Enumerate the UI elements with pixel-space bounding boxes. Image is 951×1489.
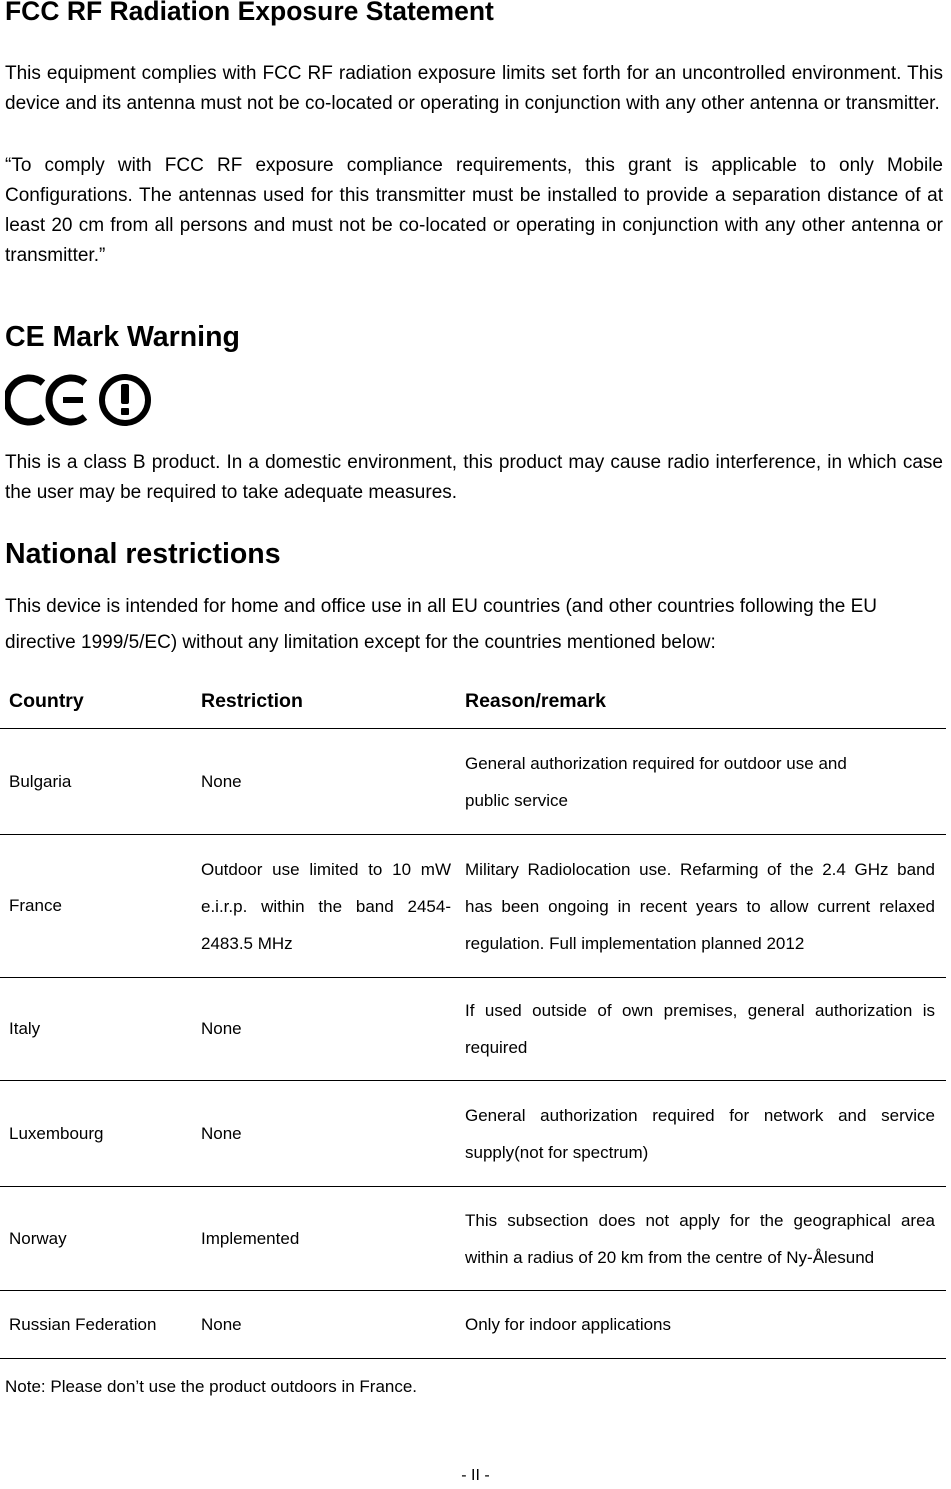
- table-row: [0, 835, 946, 978]
- fcc-heading: FCC RF Radiation Exposure Statement: [5, 0, 494, 26]
- table-row: [0, 729, 946, 835]
- cell-restriction: None: [201, 1291, 465, 1359]
- cell-restriction: None: [201, 729, 465, 835]
- page-number: - II -: [461, 1467, 490, 1484]
- cell-restriction: None: [201, 978, 465, 1081]
- national-paragraph: This device is intended for home and office use in all EU countries (and other countries following the EU directive 1999/5/EC) without any limitation except for the countries mentioned below:: [5, 596, 878, 653]
- cell-remark: Only for indoor applications: [465, 1291, 946, 1359]
- cell-country: Russian Federation: [0, 1291, 201, 1359]
- table-row: [0, 978, 946, 1081]
- ce-heading: CE Mark Warning: [5, 321, 240, 353]
- header-restriction: Restriction: [201, 689, 303, 712]
- fcc-paragraph-1: This equipment complies with FCC RF radiation exposure limits set forth for an uncontrolled environment. This device and its antenna must not be co-located or operating in conjunction with any other antenna or transmitter.: [5, 63, 943, 114]
- cell-remark: This subsection does not apply for the geographical area within a radius of 20 km from the centre of Ny-Ålesund: [465, 1210, 935, 1267]
- header-reason: Reason/remark: [465, 689, 606, 712]
- cell-country: Norway: [0, 1187, 201, 1291]
- table-row: [0, 1291, 946, 1359]
- cell-remark: If used outside of own premises, general authorization is required: [465, 1001, 935, 1057]
- fcc-paragraph-2: “To comply with FCC RF exposure compliance requirements, this grant is applicable to only Mobile Configurations. The antennas used for this transmitter must be installed to provide a separation distance of at least 20 cm from all persons and must not be co-located or operating in conjunction with any other antenna or transmitter.”: [5, 155, 943, 266]
- ce-alert-mark-icon: [5, 371, 155, 429]
- cell-remark: Military Radiolocation use. Refarming of the 2.4 GHz band has been ongoing in recent years to allow current relaxed regulation. Full implementation planned 2012: [465, 859, 935, 953]
- ce-paragraph: This is a class B product. In a domestic environment, this product may cause radio interference, in which case the user may be required to take adequate measures.: [5, 452, 943, 503]
- cell-restriction: Outdoor use limited to 10 mW e.i.r.p. within the band 2454-2483.5 MHz: [201, 859, 451, 953]
- note-text: Note: Please don’t use the product outdoors in France.: [5, 1377, 418, 1396]
- table-row: [0, 1187, 946, 1291]
- cell-restriction: None: [201, 1081, 465, 1187]
- table-header-row: [0, 674, 946, 729]
- table-row: [0, 1081, 946, 1187]
- header-country: Country: [9, 689, 84, 712]
- cell-remark: General authorization required for network and service supply(not for spectrum): [465, 1105, 935, 1162]
- cell-country: Bulgaria: [0, 729, 201, 835]
- cell-country: Italy: [0, 978, 201, 1081]
- cell-restriction: Implemented: [201, 1187, 465, 1291]
- cell-country: France: [0, 835, 201, 978]
- cell-remark: General authorization required for outdoor use and public service: [465, 753, 847, 810]
- national-restrictions-heading: National restrictions: [5, 538, 281, 570]
- cell-country: Luxembourg: [0, 1081, 201, 1187]
- restrictions-table: [0, 674, 946, 1359]
